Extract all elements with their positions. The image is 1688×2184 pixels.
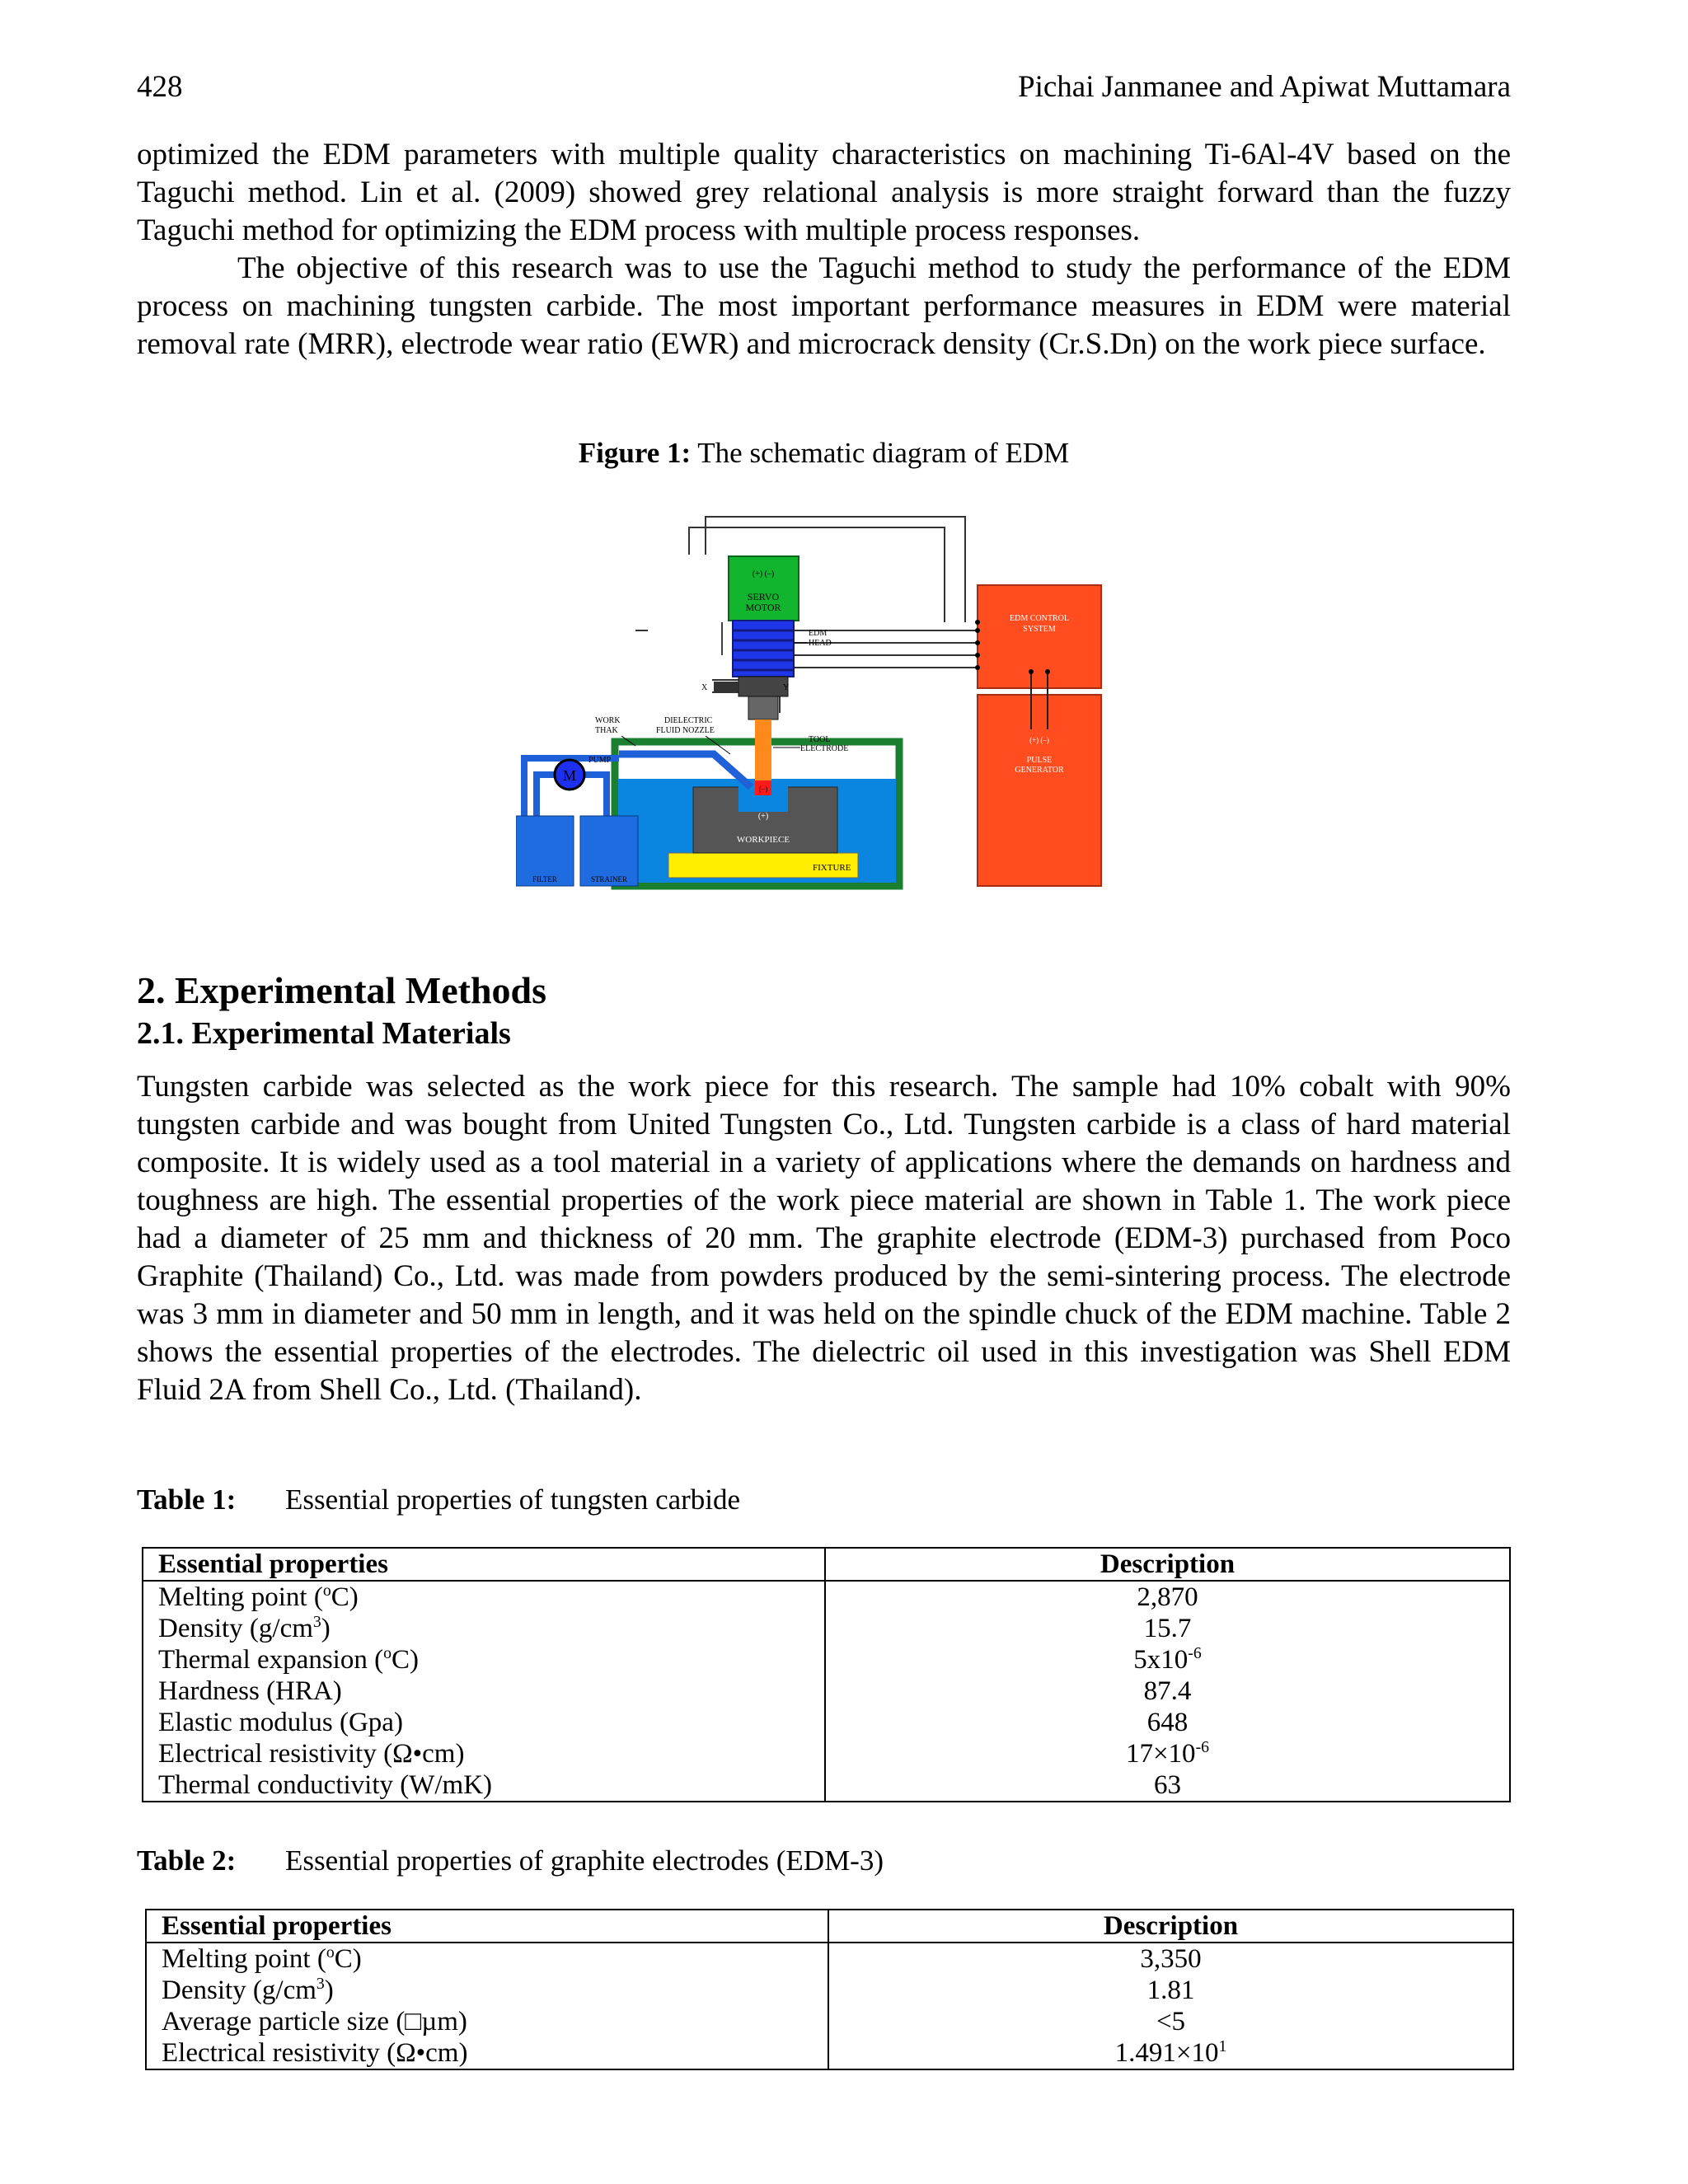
pulse-generator: [978, 695, 1101, 886]
table-row: [143, 1613, 1510, 1644]
property-name: Melting point: [162, 1944, 311, 1974]
property-value-exponent: -6: [1195, 1738, 1210, 1756]
property-cell: [143, 1738, 825, 1769]
property-unit: (W/mK): [393, 1770, 493, 1800]
tool-label-1: TOOL: [809, 735, 831, 744]
property-cell: [143, 1581, 825, 1613]
property-unit-end: C): [391, 1645, 419, 1675]
property-unit-end: ): [321, 1614, 331, 1643]
property-value: 17×10: [1125, 1739, 1196, 1769]
property-unit-superscript: 3: [316, 1975, 325, 1993]
tool-polarity: (–): [758, 785, 768, 793]
pump-label: PUMP: [588, 756, 612, 765]
property-value: 2,870: [1137, 1582, 1198, 1612]
table-row: [143, 1675, 1510, 1707]
table-row: [143, 1644, 1510, 1675]
nozzle-label-2: FLUID NOZZLE: [656, 726, 715, 735]
table2-label: Table 2:: [137, 1844, 237, 1877]
property-name: Hardness: [158, 1676, 260, 1706]
table-row: [143, 1738, 1510, 1769]
workpiece-polarity: (+): [757, 812, 769, 821]
value-cell: [825, 1738, 1510, 1769]
property-cell: [146, 1975, 828, 2006]
property-cell: [143, 1613, 825, 1644]
property-value: <5: [1156, 2007, 1186, 2036]
table-row: [146, 2037, 1513, 2069]
edm-head-label-2: HEAD: [809, 639, 832, 648]
property-value: 63: [1154, 1770, 1181, 1800]
property-cell: [143, 1644, 825, 1675]
tool-label-2: ELECTRODE: [800, 744, 849, 753]
property-unit: (: [310, 1944, 326, 1974]
property-value-exponent: 1: [1218, 2037, 1227, 2055]
property-cell: [143, 1675, 825, 1707]
property-name: Thermal conductivity: [158, 1770, 393, 1800]
work-tank-label-2: THAK: [595, 726, 618, 735]
property-unit-end: C): [331, 1582, 359, 1612]
property-unit: (□µm): [389, 2007, 467, 2036]
property-name: Electrical resistivity: [158, 1739, 377, 1769]
property-unit: (: [367, 1645, 384, 1675]
work-tank-label-1: WORK: [595, 716, 621, 725]
pulse-label-2: GENERATOR: [1015, 766, 1064, 775]
property-name: Electrical resistivity: [162, 2038, 380, 2068]
property-value: 1.81: [1146, 1975, 1195, 2005]
servo-label: SERVO: [747, 591, 780, 602]
value-cell: [825, 1675, 1510, 1707]
intro-text: [137, 136, 1511, 363]
property-unit-superscript: o: [326, 1943, 335, 1961]
table1-header-description: Description: [825, 1548, 1510, 1581]
value-cell: [828, 2006, 1513, 2037]
table-row: [143, 1769, 1510, 1802]
value-cell: [828, 2037, 1513, 2069]
edm-head-bellows: [714, 621, 794, 719]
running-authors: Pichai Janmanee and Apiwat Muttamara: [1018, 70, 1511, 104]
property-cell: [146, 1943, 828, 1975]
section-heading: 2. Experimental Methods: [137, 969, 547, 1011]
property-unit-superscript: o: [322, 1582, 331, 1600]
workpiece-label: WORKPIECE: [736, 835, 790, 845]
table-row: [143, 1581, 1510, 1613]
property-value: 87.4: [1143, 1676, 1192, 1706]
motor-label: MOTOR: [745, 602, 781, 613]
property-unit-end: C): [334, 1944, 362, 1974]
property-value: 15.7: [1143, 1614, 1192, 1643]
property-unit-superscript: o: [383, 1644, 392, 1662]
value-cell: [825, 1707, 1510, 1738]
intro-paragraph-1: optimized the EDM parameters with multiple quality characteristics on machining Ti-6Al-4V based on the Taguchi method. Lin et al. (2009) showed grey relational analysis is more straight forward than the fuzzy Taguchi method for optimizing the EDM process with multiple process responses.: [137, 138, 1511, 247]
table1-label: Table 1:: [137, 1483, 237, 1516]
property-name: Density: [158, 1614, 243, 1643]
table1-body: [143, 1581, 1510, 1802]
servo-polarity: (+) (–): [752, 569, 775, 579]
property-unit: (HRA): [259, 1676, 342, 1706]
property-unit: (Ω•cm): [379, 2038, 468, 2068]
subsection-heading: 2.1. Experimental Materials: [137, 1016, 511, 1051]
table2-body: [146, 1943, 1513, 2069]
value-cell: [825, 1769, 1510, 1802]
table2-caption-text: Essential properties of graphite electrodes (EDM-3): [285, 1844, 884, 1877]
table2-caption: [137, 1844, 884, 1877]
property-name: Melting point: [158, 1582, 307, 1612]
axis-y-label: Y: [783, 683, 790, 692]
property-value-exponent: -6: [1188, 1644, 1202, 1662]
table1-caption: [137, 1483, 740, 1516]
table1: [142, 1547, 1511, 1802]
control-label-1: EDM CONTROL: [1010, 614, 1069, 623]
table-row: [143, 1707, 1510, 1738]
property-unit: (Gpa): [332, 1708, 403, 1737]
figure-caption: [137, 437, 1511, 470]
intro-paragraph-2: The objective of this research was to use the Taguchi method to study the performance of the EDM process on machining tungsten carbide. The most important performance measures in EDM were material removal rate (MRR), electrode wear ratio (EWR) and microcrack density (Cr.S.Dn) on the work piece surface.: [137, 251, 1511, 361]
control-label-2: SYSTEM: [1023, 625, 1056, 634]
value-cell: [825, 1581, 1510, 1613]
edm-head-label-1: EDM: [809, 629, 828, 638]
table1-header-property: Essential properties: [143, 1548, 825, 1581]
control-wiring: [635, 517, 978, 713]
pulse-label-1: PULSE: [1026, 756, 1053, 765]
property-value: 1.491×10: [1114, 2038, 1219, 2068]
value-cell: [825, 1613, 1510, 1644]
edm-control-system: [978, 585, 1101, 688]
page-number: 428: [137, 70, 183, 104]
axis-x-label: X: [701, 683, 708, 692]
property-cell: [146, 2037, 828, 2069]
property-unit: (g/cm: [242, 1614, 313, 1643]
nozzle-label-1: DIELECTRIC: [664, 716, 713, 725]
table-row: [146, 1975, 1513, 2006]
table-row: [146, 1943, 1513, 1975]
table2: [145, 1909, 1514, 2070]
property-unit: (Ω•cm): [376, 1739, 465, 1769]
table2-header-property: Essential properties: [146, 1910, 828, 1943]
property-cell: [146, 2006, 828, 2037]
property-name: Thermal expansion: [158, 1645, 368, 1675]
property-unit-superscript: 3: [312, 1613, 321, 1631]
value-cell: [825, 1644, 1510, 1675]
property-value: 648: [1146, 1708, 1189, 1737]
property-value: 3,350: [1140, 1944, 1202, 1974]
pulse-polarity: (+) (–): [1029, 736, 1049, 744]
fixture-label: FIXTURE: [813, 863, 851, 873]
property-unit-end: ): [324, 1975, 334, 2005]
figure-label: Figure 1:: [578, 437, 692, 469]
property-name: Density: [162, 1975, 246, 2005]
methods-text: [137, 1068, 1511, 1409]
filter-label: FILTER: [532, 875, 557, 883]
property-unit: (: [307, 1582, 323, 1612]
methods-paragraph: Tungsten carbide was selected as the work piece for this research. The sample had 10% cobalt with 90% tungsten carbide and was bought from United Tungsten Co., Ltd. Tungsten carbide is a class of hard material composite. It is widely used as a tool material in a variety of applications where the demands on hardness and toughness are high. The essential properties of the work piece material are shown in Table 1. The work piece had a diameter of 25 mm and thickness of 20 mm. The graphite electrode (EDM-3) purchased from Poco Graphite (Thailand) Co., Ltd. was made from powders produced by the semi-sintering process. The electrode was 3 mm in diameter and 50 mm in length, and it was held on the spindle chuck of the EDM machine. Table 2 shows the essential properties of the electrodes. The dielectric oil used in this investigation was Shell EDM Fluid 2A from Shell Co., Ltd. (Thailand).: [137, 1070, 1511, 1407]
property-name: Average particle size: [162, 2007, 390, 2036]
figure-caption-text: The schematic diagram of EDM: [697, 437, 1070, 469]
pump-motor-label: M: [562, 767, 577, 784]
value-cell: [828, 1943, 1513, 1975]
table2-header-description: Description: [828, 1910, 1513, 1943]
property-unit: (g/cm: [246, 1975, 316, 2005]
property-cell: [143, 1707, 825, 1738]
property-cell: [143, 1769, 825, 1802]
property-value: 5x10: [1133, 1645, 1189, 1675]
strainer-label: STRAINER: [590, 875, 628, 883]
edm-schematic-diagram: [516, 507, 1270, 894]
value-cell: [828, 1975, 1513, 2006]
table-row: [146, 2006, 1513, 2037]
table1-caption-text: Essential properties of tungsten carbide: [285, 1483, 741, 1516]
property-name: Elastic modulus: [158, 1708, 333, 1737]
